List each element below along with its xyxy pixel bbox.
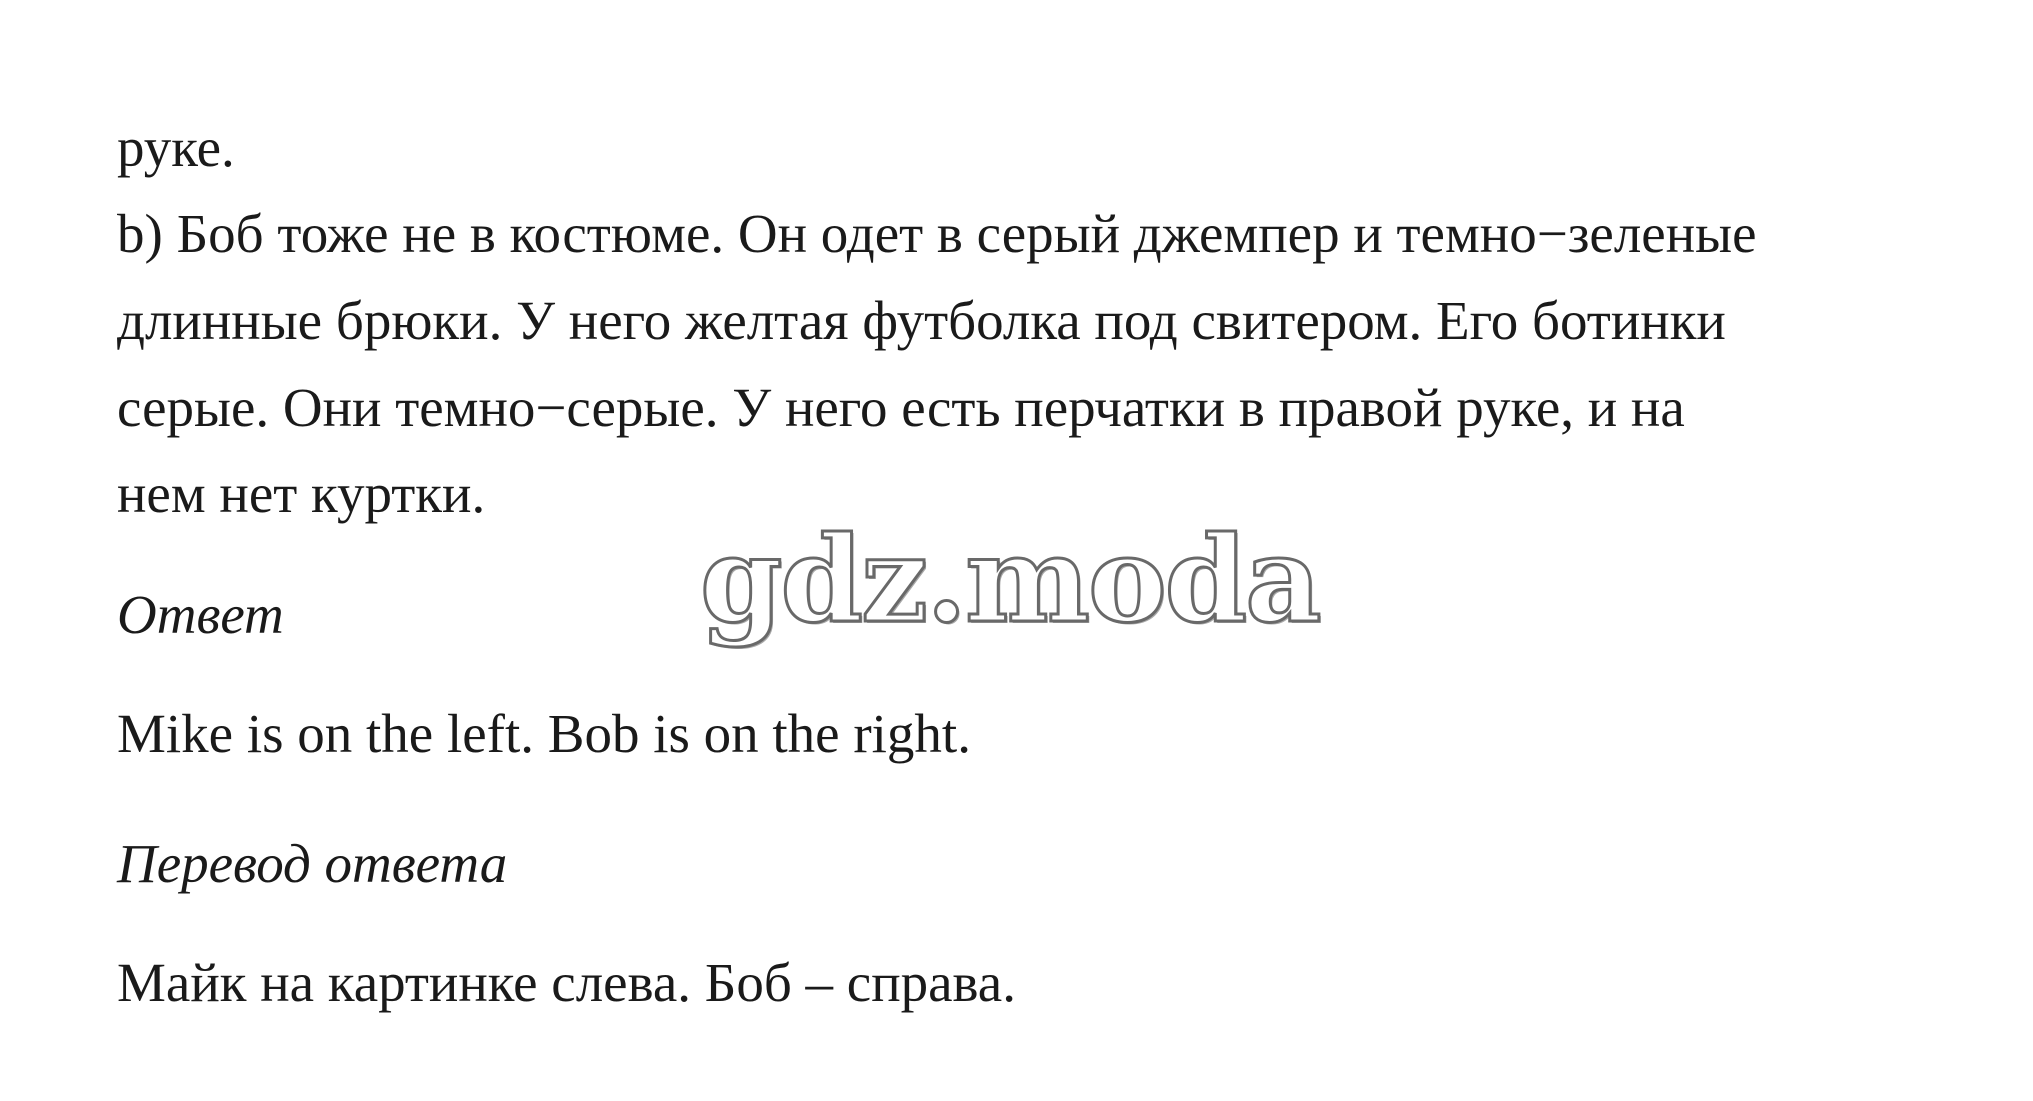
answer-text: Mike is on the left. Bob is on the right. [117,703,971,764]
paragraph-line-3: длинные брюки. У него желтая футболка под свитером. Его ботинки [117,290,1726,351]
translation-text: Майк на картинке слева. Боб – справа. [117,952,1016,1013]
translation-heading: Перевод ответа [117,833,508,894]
paragraph-line-5: нем нет куртки. [117,463,486,524]
paragraph-line-1: руке. [117,117,235,178]
watermark-logo: gdz.moda [700,510,1320,649]
answer-heading: Ответ [117,584,284,645]
paragraph-line-2: b) Боб тоже не в костюме. Он одет в серый джемпер и темно−зеленые [117,203,1757,264]
paragraph-line-4: серые. Они темно−серые. У него есть перчатки в правой руке, и на [117,377,1685,438]
